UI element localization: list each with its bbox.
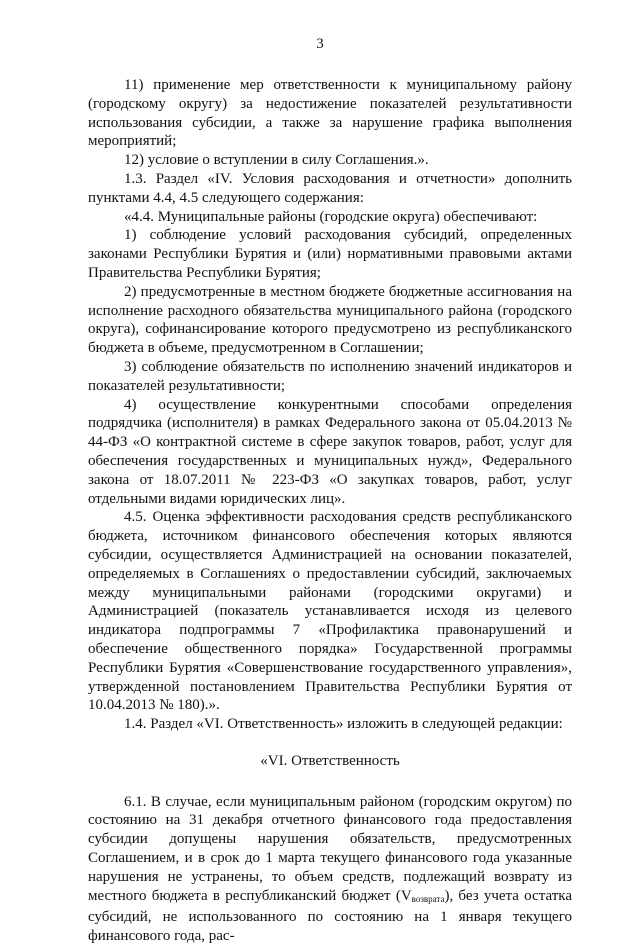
paragraph-clause-6-1 — [88, 793, 572, 946]
paragraph-subitem-3: 3) соблюдение обязательств по исполнению значений индикаторов и показателей результативности; — [88, 358, 572, 394]
paragraph-clause-4-4: «4.4. Муниципальные районы (городские округа) обеспечивают: — [124, 208, 538, 225]
paragraph-subitem-1: 1) соблюдение условий расходования субсидий, определенных законами Республики Бурятия и (или) нормативными правовыми актами Правительства Республики Бурятия; — [88, 227, 572, 281]
document-body — [88, 76, 572, 946]
clause-6-1-text-after: ), без учета остатка субсидий, не использованного по состоянию на 1 января текущего финансового года, рас- — [88, 887, 572, 945]
paragraph-clause-1-4: 1.4. Раздел «VI. Ответственность» изложить в следующей редакции: — [124, 716, 563, 733]
paragraph-subitem-4: 4) осуществление конкурентными способами определения подрядчика (исполнителя) в рамках Федерального закона от 05.04.2013 № 44-ФЗ «О контрактной системе в сфере закупок товаров, работ, услуг для обеспечения государственных и муниципальных нужд», Федерального закона от 18.07.2011 № 223-ФЗ «О закупках товаров, работ, услуг отдельными видами юридических лиц». — [88, 396, 572, 507]
section-heading: «VI. Ответственность — [260, 752, 400, 769]
clause-6-1-text-before: 6.1. В случае, если муниципальным районом (городским округом) по состоянию на 31 декабря отчетного финансового года предоставления субсидии допущены нарушения обязательств, предусмотренных Соглашением, и в срок до 1 марта текущего финансового года указанные нарушения не устранены, то объем средств, подлежащий возврату из местного бюджета в республиканский бюджет (V — [88, 793, 572, 904]
paragraph-item-12: 12) условие о вступлении в силу Соглашения.». — [124, 152, 429, 169]
clause-6-1-subscript: возврата — [411, 893, 445, 904]
paragraph-subitem-2: 2) предусмотренные в местном бюджете бюджетные ассигнования на исполнение расходного обязательства муниципального района (городского округа), софинансирование которого предусмотрено из республиканского бюджета в объеме, предусмотренном в Соглашении; — [88, 283, 572, 357]
paragraph-clause-1-3: 1.3. Раздел «IV. Условия расходования и отчетности» дополнить пунктами 4.4, 4.5 следующего содержания: — [88, 170, 572, 206]
paragraph-clause-4-5: 4.5. Оценка эффективности расходования средств республиканского бюджета, источником финансового обеспечения которых являются субсидии, осуществляется Администрацией на основании показателей, определяемых в Соглашениях о предоставлении субсидий, заключаемых между муниципальными районами (городскими округами) и Администрацией (показатель устанавливается исходя из целевого индикатора подпрограммы 7 «Профилактика правонарушений и обеспечение общественного порядка» Государственной программы Республики Бурятия «Совершенствование государственного управления», утвержденной постановлением Правительства Республики Бурятия от 10.04.2013 № 180).». — [88, 509, 572, 714]
paragraph-item-11: 11) применение мер ответственности к муниципальному району (городскому округу) за недостижение показателей результативности использования субсидии, а также за нарушение графика выполнения мероприятий; — [88, 77, 572, 150]
page-number: 3 — [316, 36, 324, 52]
